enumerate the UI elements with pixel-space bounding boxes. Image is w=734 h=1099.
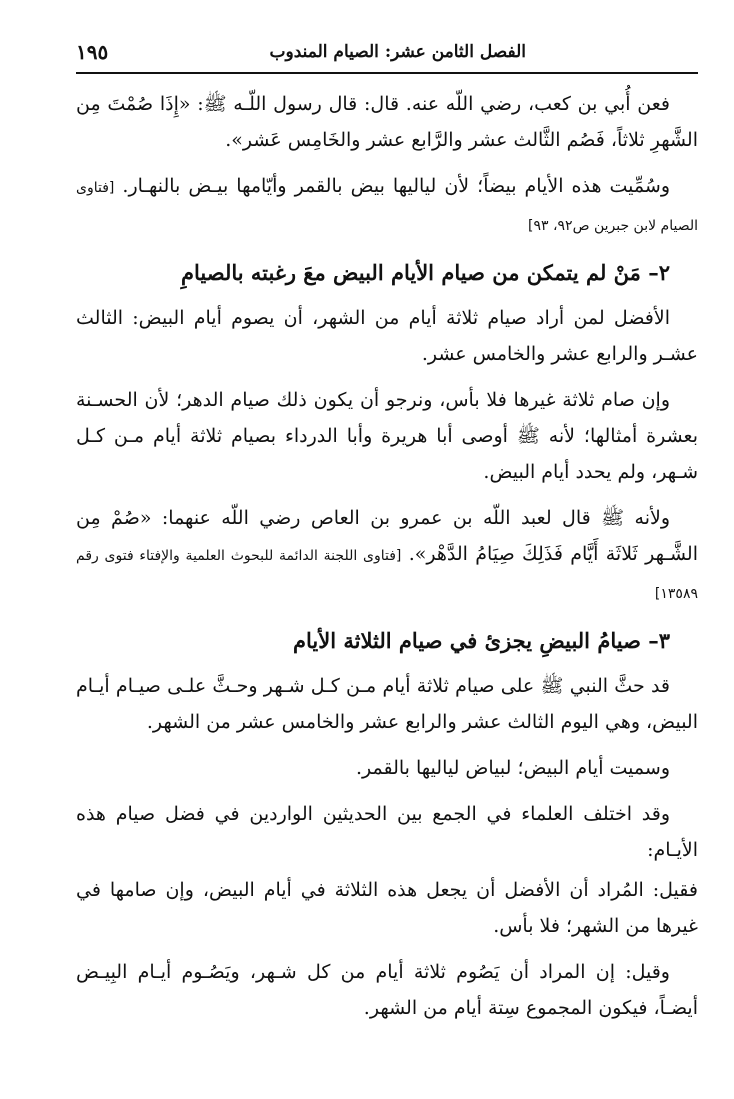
paragraph-second-opinion: [76, 954, 698, 1026]
paragraph-text: وقيل: إن المراد أن يَصُوم ثلاثة أيام من كل شـهر، ويَصُـوم أيـام البِيـض أيضـاً، فيكون المجموع سِتة أيام من الشهر.: [76, 961, 698, 1019]
paragraph-text: وقد اختلف العلماء في الجمع بين الحديثين الواردين في فضل صيام هذه الأيـام:: [76, 803, 698, 861]
paragraph-best-practice: [76, 300, 698, 372]
paragraph-text: الأفضل لمن أراد صيام ثلاثة أيام من الشهر، أن يصوم أيام البيض: الثالث عشـر والرابع عشر والخامس عشر.: [76, 307, 698, 365]
body-text: [76, 86, 698, 1036]
section-heading-2: ٢– مَنْ لم يتمكن من صيام الأيام البيض معَ رغبته بالصيامِ: [181, 260, 670, 285]
paragraph-first-opinion: [76, 872, 698, 944]
paragraph-text: قد حثَّ النبي ﷺ على صيام ثلاثة أيام مـن كـل شـهر وحـثَّ علـى صيـام أيـام البيض، وهي اليوم الثالث عشر والرابع عشر والخامس عشر من الشهر.: [76, 675, 698, 733]
paragraph-hadith-ubay: [76, 86, 698, 158]
section-heading-3: ٣– صيامُ البيضِ يجزئ في صيام الثلاثة الأيام: [293, 628, 670, 653]
paragraph-text: وسميت أيام البيض؛ لبياض لياليها بالقمر.: [355, 757, 670, 779]
citation-reference: [فتاوى اللجنة الدائمة للبحوث العلمية والإفتاء فتوى رقم ١٣٥٨٩]: [76, 548, 698, 602]
paragraph-text: وسُمِّيت هذه الأيام بيضاً؛ لأن لياليها بيض بالقمر وأيّامها بيـض بالنهـار.: [122, 175, 670, 197]
paragraph-text: ولأنه ﷺ قال لعبد اللّه بن عمرو بن العاص رضي اللّه عنهما: «صُمْ مِن الشَّـهر ثَلاثَة أَيَّام فَذَلِكَ صِيَامُ الدَّهْر».: [76, 507, 698, 565]
paragraph-other-days: [76, 382, 698, 490]
paragraph-hadith-abdullah: [76, 500, 698, 612]
page-header: [76, 38, 696, 68]
paragraph-white-days-naming: [76, 168, 698, 244]
paragraph-text: وإن صام ثلاثة غيرها فلا بأس، ونرجو أن يكون ذلك صيام الدهر؛ لأن الحسـنة بعشرة أمثالها؛ لأنه ﷺ أوصى أبا هريرة وأبا الدرداء بصيام ثلاثة أيام مـن كـل شـهر، ولم يحدد أيام البيض.: [76, 389, 698, 483]
paragraph-scholars-differ: [76, 796, 698, 868]
citation-reference: [فتاوى الصيام لابن جبرين ص٩٢، ٩٣]: [76, 180, 698, 234]
running-title: الفصل الثامن عشر: الصيام المندوب: [269, 42, 526, 62]
paragraph-encouragement: [76, 668, 698, 740]
paragraph-text: فعن أُبي بن كعب، رضي اللّه عنه. قال: قال رسول اللّـه ﷺ: «إِذَا صُمْتَ مِن الشَّهرِ ثلاثاً، فَصُم الثَّالث عشر والرَّابع عشر والخَامِس عَشر».: [76, 93, 698, 151]
paragraph-text: فقيل: المُراد أن الأفضل أن يجعل هذه الثلاثة في أيام البيض، وإن صامها في غيرها من الشهر؛ فلا بأس.: [76, 879, 698, 937]
header-rule: [76, 72, 698, 74]
paragraph-naming-reason: [76, 750, 698, 786]
page-number: ١٩٥: [76, 40, 109, 64]
